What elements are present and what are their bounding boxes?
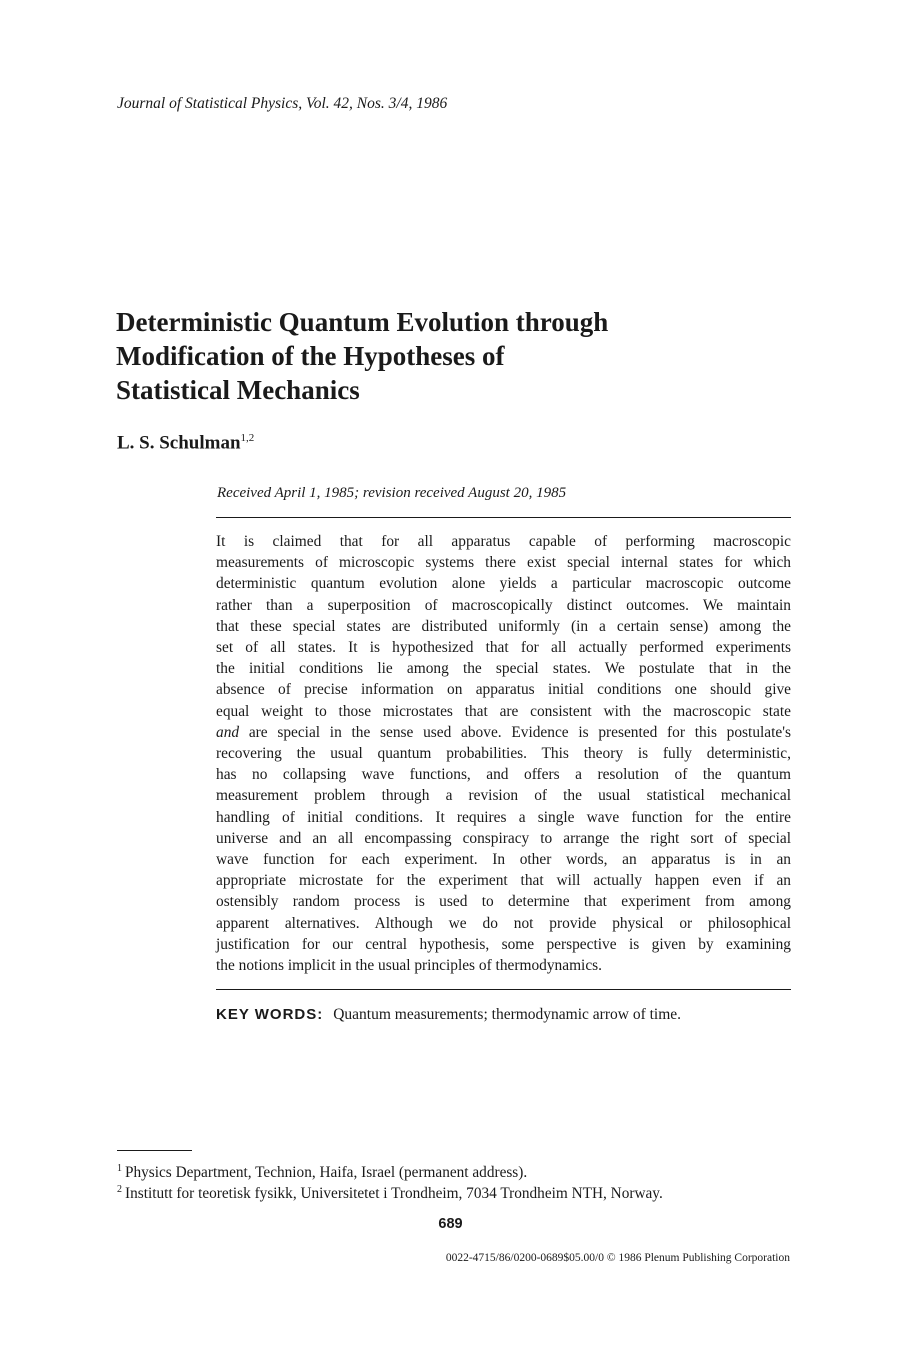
abstract-line: the initial conditions lie among the special states. We postulate that in the — [216, 660, 791, 678]
abstract-line: measurements of microscopic systems there exist special internal states for which — [216, 554, 791, 572]
footnote-mark: 2 — [117, 1184, 122, 1195]
paper-title — [116, 305, 756, 407]
abstract-line-rest: are special in the sense used above. Evidence is presented for this postulate's — [239, 723, 791, 741]
page-number: 689 — [438, 1216, 463, 1232]
copyright-line: 0022-4715/86/0200-0689$05.00/0 © 1986 Plenum Publishing Corporation — [445, 1252, 790, 1264]
abstract-line: rather than a superposition of macroscopically distinct outcomes. We maintain — [216, 596, 791, 614]
author-name: L. S. Schulman — [117, 432, 241, 454]
abstract-line: that these special states are distributed uniformly (in a certain sense) among the — [216, 617, 791, 635]
abstract-line: absence of precise information on apparatus initial conditions one should give — [216, 681, 791, 699]
keywords-text: Quantum measurements; thermodynamic arrow of time. — [333, 1006, 682, 1023]
abstract-line: recovering the usual quantum probabilities. This theory is fully deterministic, — [216, 745, 791, 763]
abstract-line: universe and an all encompassing conspiracy to arrange the right sort of special — [216, 829, 791, 847]
abstract — [216, 531, 791, 976]
keywords — [216, 1006, 681, 1024]
abstract-line: appropriate microstate for the experiment that will actually happen even if an — [216, 872, 791, 890]
footnote-mark: 1 — [117, 1163, 122, 1174]
abstract-line: apparent alternatives. Although we do not provide physical or philosophical — [216, 914, 791, 932]
title-line: Statistical Mechanics — [116, 375, 360, 405]
abstract-line: equal weight to those microstates that are consistent with the macroscopic state — [216, 702, 791, 720]
abstract-top-rule — [216, 517, 791, 518]
abstract-line — [216, 722, 791, 743]
abstract-line: It is claimed that for all apparatus capable of performing macroscopic — [216, 533, 791, 550]
abstract-bottom-rule — [216, 989, 791, 990]
abstract-line: handling of initial conditions. It requires a single wave function for the entire — [216, 808, 791, 826]
footnote — [117, 1184, 663, 1203]
abstract-line: has no collapsing wave functions, and offers a resolution of the quantum — [216, 766, 791, 784]
abstract-line: measurement problem through a revision of the usual statistical mechanical — [216, 787, 791, 805]
abstract-line: ostensibly random process is used to determine that experiment from among — [216, 893, 791, 911]
affiliation-marks: 1,2 — [240, 432, 255, 444]
footnote-text: Physics Department, Technion, Haifa, Israel (permanent address). — [125, 1164, 528, 1182]
abstract-line: wave function for each experiment. In other words, an apparatus is in an — [216, 851, 791, 869]
abstract-line: the notions implicit in the usual principles of thermodynamics. — [216, 957, 602, 975]
footnote-text: Institutt for teoretisk fysikk, Universitetet i Trondheim, 7034 Trondheim NTH, Norway. — [125, 1185, 663, 1203]
received-dates: Received April 1, 1985; revision received August 20, 1985 — [217, 485, 567, 501]
author — [117, 432, 254, 454]
title-line: Modification of the Hypotheses of — [116, 341, 505, 371]
journal-citation: Journal of Statistical Physics, Vol. 42, Nos. 3/4, 1986 — [117, 95, 448, 112]
abstract-italic-word: and — [216, 723, 240, 741]
keywords-label: KEY WORDS: — [216, 1006, 324, 1023]
footnote — [117, 1163, 527, 1182]
abstract-line: justification for our central hypothesis, some perspective is given by examining — [216, 935, 791, 953]
abstract-line: deterministic quantum evolution alone yields a particular macroscopic outcome — [216, 575, 791, 593]
title-line: Deterministic Quantum Evolution through — [116, 307, 609, 337]
abstract-line: set of all states. It is hypothesized that for all actually performed experiments — [216, 639, 791, 657]
footnote-rule — [117, 1150, 192, 1151]
